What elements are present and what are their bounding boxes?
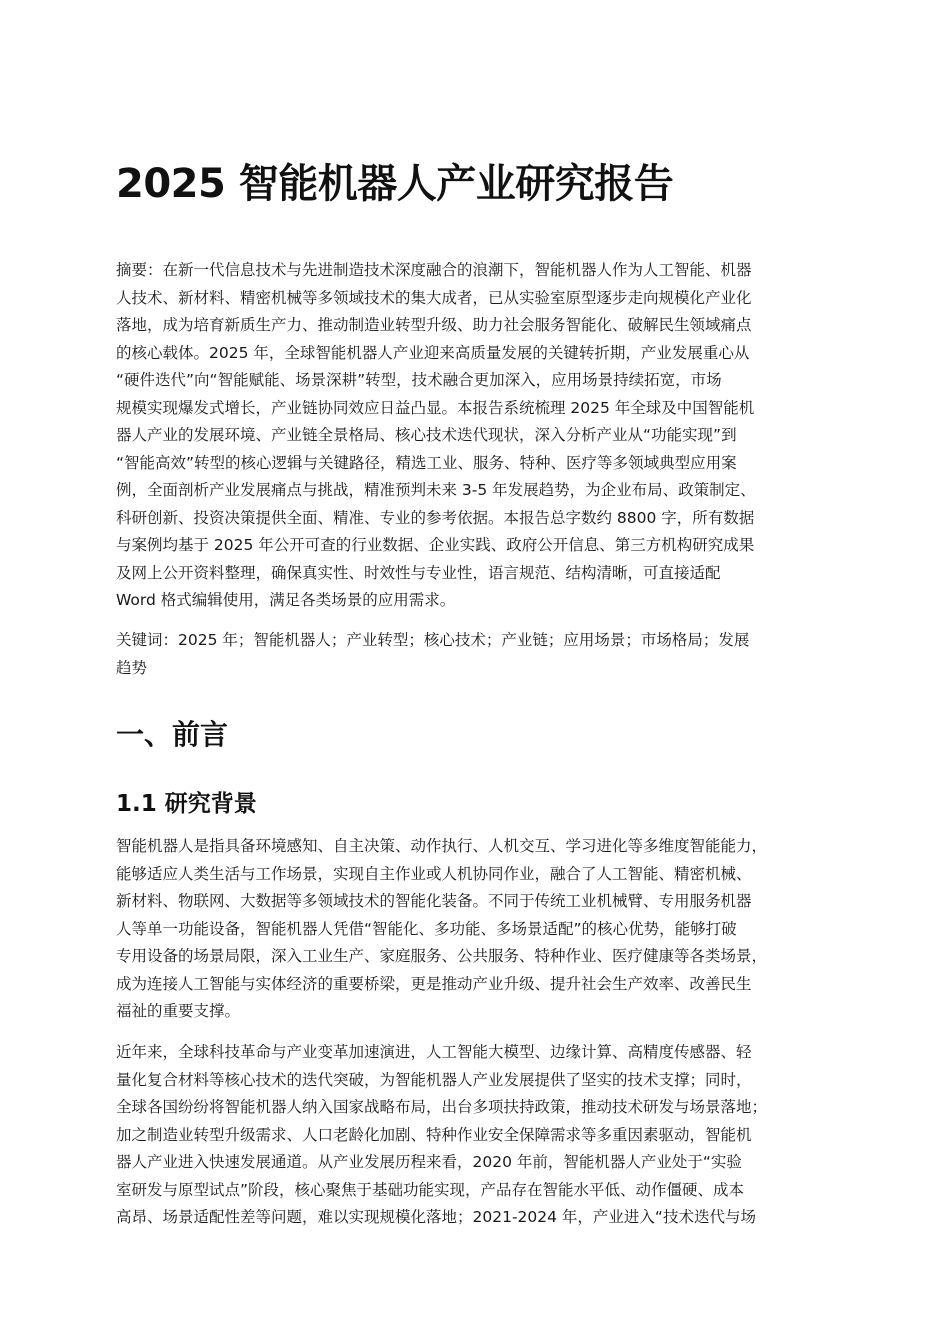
abstract-paragraph bbox=[116, 257, 844, 615]
abstract-line: 摘要：在新一代信息技术与先进制造技术深度融合的浪潮下，智能机器人作为人工智能、机器 bbox=[116, 261, 752, 279]
paragraph-line: 专用设备的场景局限，深入工业生产、家庭服务、公共服务、特种作业、医疗健康等各类场景， bbox=[116, 947, 768, 965]
document-title: 2025 智能机器人产业研究报告 bbox=[116, 161, 674, 207]
section-heading-preface: 一、前言 bbox=[116, 718, 229, 751]
abstract-line: “硬件迭代”向“智能赋能、场景深耕”转型，技术融合更加深入，应用场景持续拓宽，市场 bbox=[116, 371, 722, 389]
abstract-line: 科研创新、投资决策提供全面、精准、专业的参考依据。本报告总字数约 8800 字，所有数据 bbox=[116, 508, 755, 527]
paragraph-line: 成为连接人工智能与实体经济的重要桥梁，更是推动产业升级、提升社会生产效率、改善民生 bbox=[116, 974, 752, 993]
paragraph-line: 新材料、物联网、大数据等多领域技术的智能化装备。不同于传统工业机械臂、专用服务机器 bbox=[116, 892, 752, 910]
keywords-paragraph bbox=[116, 627, 844, 682]
paragraph-line: 近年来，全球科技革命与产业变革加速演进，人工智能大模型、边缘计算、高精度传感器、轻 bbox=[116, 1043, 752, 1061]
abstract-line: 器人产业的发展环境、产业链全景格局、核心技术迭代现状，深入分析产业从“功能实现”到 bbox=[116, 426, 737, 444]
paragraph-line: 加之制造业转型升级需求、人口老龄化加剧、特种作业安全保障需求等多重因素驱动，智能机 bbox=[116, 1125, 752, 1144]
abstract-line: 落地，成为培育新质生产力、推动制造业转型升级、助力社会服务智能化、破解民生领域痛点 bbox=[116, 316, 752, 334]
abstract-line: 的核心载体。2025 年，全球智能机器人产业迎来高质量发展的关键转折期，产业发展重心从 bbox=[116, 343, 750, 362]
paragraph-line: 量化复合材料等核心技术的迭代突破，为智能机器人产业发展提供了坚实的技术支撑；同时， bbox=[116, 1070, 752, 1089]
paragraph-line: 全球各国纷纷将智能机器人纳入国家战略布局，出台多项扶持政策，推动技术研发与场景落地； bbox=[116, 1098, 768, 1116]
abstract-line: 规模实现爆发式增长，产业链协同效应日益凸显。本报告系统梳理 2025 年全球及中国智能机 bbox=[116, 398, 755, 417]
paragraph-line: 智能机器人是指具备环境感知、自主决策、动作执行、人机交互、学习进化等多维度智能能力， bbox=[116, 837, 768, 855]
paragraph-line: 能够适应人类生活与工作场景，实现自主作业或人机协同作业，融合了人工智能、精密机械、 bbox=[116, 864, 752, 883]
abstract-line: “智能高效”转型的核心逻辑与关键路径，精选工业、服务、特种、医疗等多领域典型应用案 bbox=[116, 453, 737, 472]
abstract-line: Word 格式编辑使用，满足各类场景的应用需求。 bbox=[116, 591, 456, 609]
body-paragraph bbox=[116, 833, 844, 1026]
abstract-line: 与案例均基于 2025 年公开可查的行业数据、企业实践、政府公开信息、第三方机构研究成果 bbox=[116, 536, 755, 554]
abstract-line: 及网上公开资料整理，确保真实性、时效性与专业性，语言规范、结构清晰，可直接适配 bbox=[116, 563, 721, 582]
keywords-line: 趋势 bbox=[116, 658, 148, 677]
paragraph-line: 福祉的重要支撑。 bbox=[116, 1002, 241, 1020]
paragraph-line: 室研发与原型试点”阶段，核心聚焦于基础功能实现，产品存在智能水平低、动作僵硬、成本 bbox=[116, 1180, 745, 1199]
abstract-line: 人技术、新材料、精密机械等多领域技术的集大成者，已从实验室原型逐步走向规模化产业化 bbox=[116, 288, 752, 307]
paragraph-line: 高昂、场景适配性差等问题，难以实现规模化落地；2021-2024 年，产业进入“技术迭代与场 bbox=[116, 1208, 756, 1226]
keywords-line: 关键词：2025 年；智能机器人；产业转型；核心技术；产业链；应用场景；市场格局；发展 bbox=[116, 631, 750, 649]
body-paragraph bbox=[116, 1039, 844, 1232]
paragraph-line: 器人产业进入快速发展通道。从产业发展历程来看，2020 年前，智能机器人产业处于“实验 bbox=[116, 1153, 742, 1171]
subsection-heading-research-background: 1.1 研究背景 bbox=[116, 791, 257, 817]
abstract-line: 例，全面剖析产业发展痛点与挑战，精准预判未来 3-5 年发展趋势，为企业布局、政策制定、 bbox=[116, 481, 756, 499]
paragraph-line: 人等单一功能设备，智能机器人凭借“智能化、多功能、多场景适配”的核心优势，能够打破 bbox=[116, 919, 737, 938]
